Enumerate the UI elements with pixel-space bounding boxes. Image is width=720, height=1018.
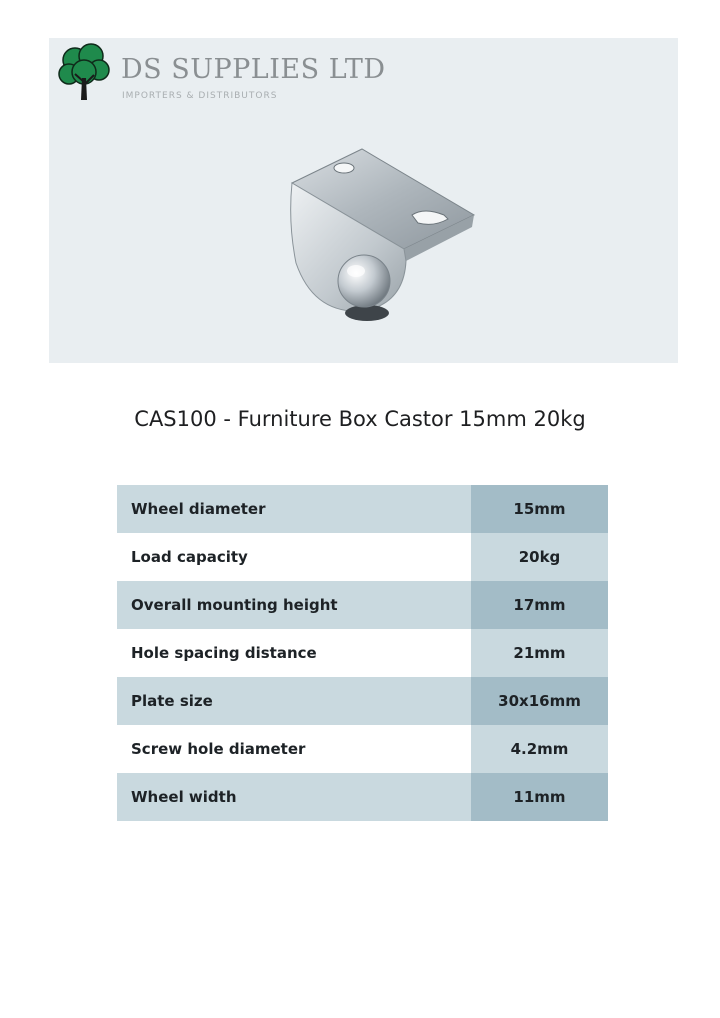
castor-product-image bbox=[234, 143, 479, 328]
company-tagline: IMPORTERS & DISTRIBUTORS bbox=[122, 91, 278, 101]
spec-label: Load capacity bbox=[117, 533, 471, 581]
spec-row bbox=[117, 677, 608, 725]
spec-value: 4.2mm bbox=[471, 725, 608, 773]
spec-value: 21mm bbox=[471, 629, 608, 677]
spec-row bbox=[117, 485, 608, 533]
tree-logo-icon bbox=[57, 42, 111, 104]
spec-table bbox=[117, 485, 608, 821]
spec-label: Wheel diameter bbox=[117, 485, 471, 533]
spec-value: 20kg bbox=[471, 533, 608, 581]
spec-row bbox=[117, 629, 608, 677]
spec-label: Overall mounting height bbox=[117, 581, 471, 629]
spec-row bbox=[117, 533, 608, 581]
spec-value: 30x16mm bbox=[471, 677, 608, 725]
spec-label: Plate size bbox=[117, 677, 471, 725]
spec-label: Screw hole diameter bbox=[117, 725, 471, 773]
spec-value: 17mm bbox=[471, 581, 608, 629]
company-name: DS SUPPLIES LTD bbox=[121, 54, 386, 85]
spec-value: 15mm bbox=[471, 485, 608, 533]
company-logo bbox=[57, 42, 397, 104]
spec-value: 11mm bbox=[471, 773, 608, 821]
product-title: CAS100 - Furniture Box Castor 15mm 20kg bbox=[134, 407, 586, 431]
spec-row bbox=[117, 725, 608, 773]
spec-label: Wheel width bbox=[117, 773, 471, 821]
spec-row bbox=[117, 773, 608, 821]
spec-row bbox=[117, 581, 608, 629]
product-banner bbox=[49, 38, 678, 363]
spec-label: Hole spacing distance bbox=[117, 629, 471, 677]
